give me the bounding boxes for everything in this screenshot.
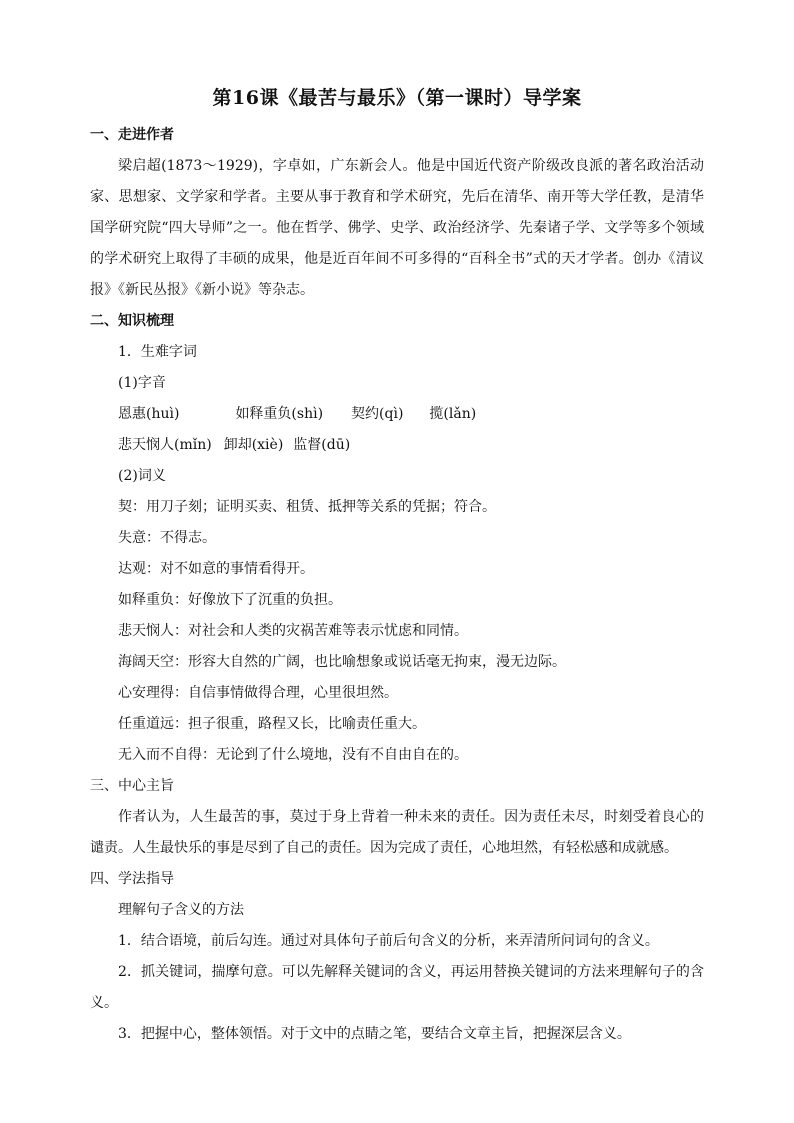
section-heading-author: 一、走进作者 xyxy=(90,127,174,143)
pron-item: 如释重负(shì) xyxy=(235,406,324,422)
meaning-item: 如释重负：好像放下了沉重的负担。 xyxy=(118,592,342,608)
method-intro: 理解句子含义的方法 xyxy=(118,902,244,918)
meaning-item: 失意：不得志。 xyxy=(118,530,216,546)
pron-item: 悲天悯人(mǐn) xyxy=(118,437,212,453)
method-item: 2．抓关键词，揣摩句意。可以先解释关键词的含义，再运用替换关键词的方法来理解句子的含义。 xyxy=(90,964,704,1011)
pron-item: 恩惠(huì) xyxy=(118,406,180,422)
method-item: 1．结合语境，前后勾连。通过对具体句子前后句含义的分析，来弄清所问词句的含义。 xyxy=(118,933,659,949)
pronunciation-label: (1)字音 xyxy=(118,375,166,391)
section-heading-method: 四、学法指导 xyxy=(90,871,174,887)
page-title: 第16课《最苦与最乐》（第一课时）导学案 xyxy=(212,87,582,109)
meaning-item: 契：用刀子刻；证明买卖、租赁、抵押等关系的凭据；符合。 xyxy=(118,499,496,515)
section-heading-theme: 三、中心主旨 xyxy=(90,778,174,794)
author-paragraph: 梁启超(1873～1929)，字卓如，广东新会人。他是中国近代资产阶级改良派的著名政治活动家、思想家、文学家和学者。主要从事于教育和学术研究，先后在清华、南开等大学任教，是清华国学研究院“四大导师”之一。他在哲学、佛学、史学、政治经济学、先秦诸子学、文学等多个领域的学术研究上取得了丰硕的成果，他是近百年间不可多得的“百科全书”式的天才学者。创办《清议报》《新民丛报》《新小说》等杂志。 xyxy=(90,158,704,298)
meaning-item: 任重道远：担子很重，路程又长，比喻责任重大。 xyxy=(118,716,426,732)
method-item: 3．把握中心，整体领悟。对于文中的点睛之笔，要结合文章主旨，把握深层含义。 xyxy=(118,1026,631,1042)
vocab-subheading: 1．生难字词 xyxy=(118,344,197,360)
pron-item: 揽(lǎn) xyxy=(429,406,477,422)
meaning-item: 海阔天空：形容大自然的广阔，也比喻想象或说话毫无拘束，漫无边际。 xyxy=(118,654,566,670)
pron-item: 契约(qì) xyxy=(351,406,404,422)
theme-paragraph: 作者认为，人生最苦的事，莫过于身上背着一种未来的责任。因为责任未尽，时刻受着良心的谴责。人生最快乐的事是尽到了自己的责任。因为完成了责任，心地坦然，有轻松感和成就感。 xyxy=(90,809,704,856)
meaning-item: 达观：对不如意的事情看得开。 xyxy=(118,561,314,577)
document-page xyxy=(90,84,704,1050)
pronunciation-row-1 xyxy=(90,399,704,430)
pron-item: 监督(dū) xyxy=(293,437,351,453)
meaning-item: 无入而不自得：无论到了什么境地，没有不自由自在的。 xyxy=(118,747,468,763)
meaning-label: (2)词义 xyxy=(118,468,166,484)
meaning-item: 心安理得：自信事情做得合理，心里很坦然。 xyxy=(118,685,398,701)
meaning-item: 悲天悯人：对社会和人类的灾祸苦难等表示忧虑和同情。 xyxy=(118,623,468,639)
section-heading-knowledge: 二、知识梳理 xyxy=(90,313,174,329)
pronunciation-row-2 xyxy=(90,430,704,461)
pron-item: 卸却(xiè) xyxy=(223,437,284,453)
